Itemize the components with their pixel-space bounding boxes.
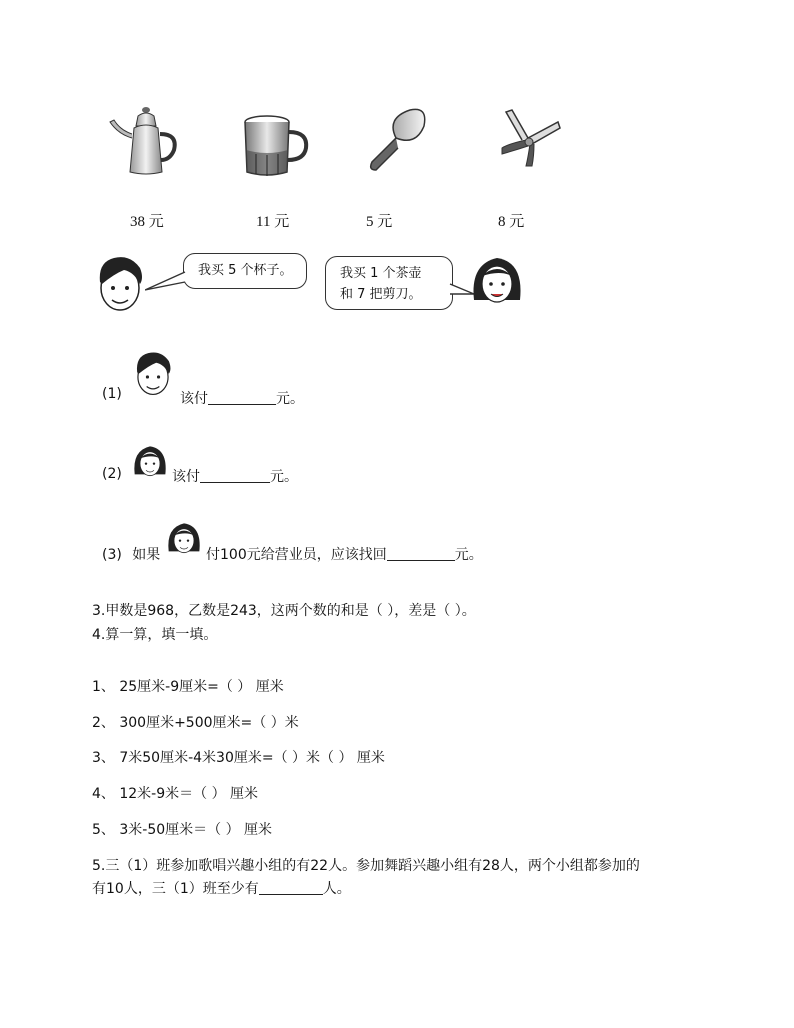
question-5-line2: 有10人，三（1）班至少有 人。 [92, 881, 351, 897]
subquestion-2 [102, 466, 122, 482]
answer-blank-2[interactable] [200, 468, 270, 483]
teapot-icon [108, 104, 182, 178]
subquestion-1 [102, 386, 122, 402]
trowel-price: 5 元 [366, 214, 393, 230]
cup-icon [240, 114, 312, 178]
q4-item-2: 2、 300厘米+500厘米=（ ）米 [92, 715, 299, 731]
girl-speech-line2: 和 7 把剪刀。 [340, 287, 422, 302]
scissors-icon [498, 108, 564, 170]
girl-face-icon [470, 254, 524, 306]
girl-small-icon [132, 443, 168, 479]
subquestion-3-num: (3) [102, 547, 122, 563]
subquestion-1-text: 该付 元。 [180, 391, 304, 407]
subquestion-3 [102, 544, 160, 564]
subquestion-3-prefix: 如果 [132, 547, 161, 563]
subquestion-3-text: 付100元给营业员，应该找回 元。 [206, 547, 483, 563]
scissors-price: 8 元 [498, 214, 525, 230]
subquestion-2-text: 该付 元。 [172, 469, 298, 485]
girl-small-icon-2 [166, 520, 202, 556]
question-5-line1: 5.三（1）班参加歌唱兴趣小组的有22人。参加舞蹈兴趣小组有28人，两个小组都参加的 [92, 858, 640, 874]
trowel-icon [366, 108, 428, 174]
q4-item-3: 3、 7米50厘米-4米30厘米=（ ）米（ ） 厘米 [92, 750, 385, 766]
question-4-title: 4.算一算，填一填。 [92, 627, 218, 643]
answer-blank-q5[interactable] [259, 880, 323, 895]
q4-item-5: 5、 3米-50厘米＝（ ） 厘米 [92, 822, 273, 838]
boy-speech-text: 我买 5 个杯子。 [198, 263, 293, 278]
cup-price: 11 元 [256, 214, 290, 230]
girl-speech-line1: 我买 1 个茶壶 [340, 266, 422, 281]
girl-speech-bubble [325, 256, 453, 310]
answer-blank-3[interactable] [387, 546, 455, 561]
boy-speech-bubble [183, 253, 307, 289]
subquestion-2-num: (2) [102, 466, 122, 482]
boy-small-icon [132, 350, 174, 396]
question-3: 3.甲数是968，乙数是243，这两个数的和是（ ），差是（ ）。 [92, 603, 476, 619]
subquestion-1-num: (1) [102, 386, 122, 402]
q4-item-4: 4、 12米-9米＝（ ） 厘米 [92, 786, 259, 802]
boy-face-icon [94, 254, 146, 312]
teapot-price: 38 元 [130, 214, 164, 230]
boy-bubble-tail [145, 270, 187, 294]
q4-item-1: 1、 25厘米-9厘米=（ ） 厘米 [92, 679, 284, 695]
answer-blank-1[interactable] [208, 390, 276, 405]
